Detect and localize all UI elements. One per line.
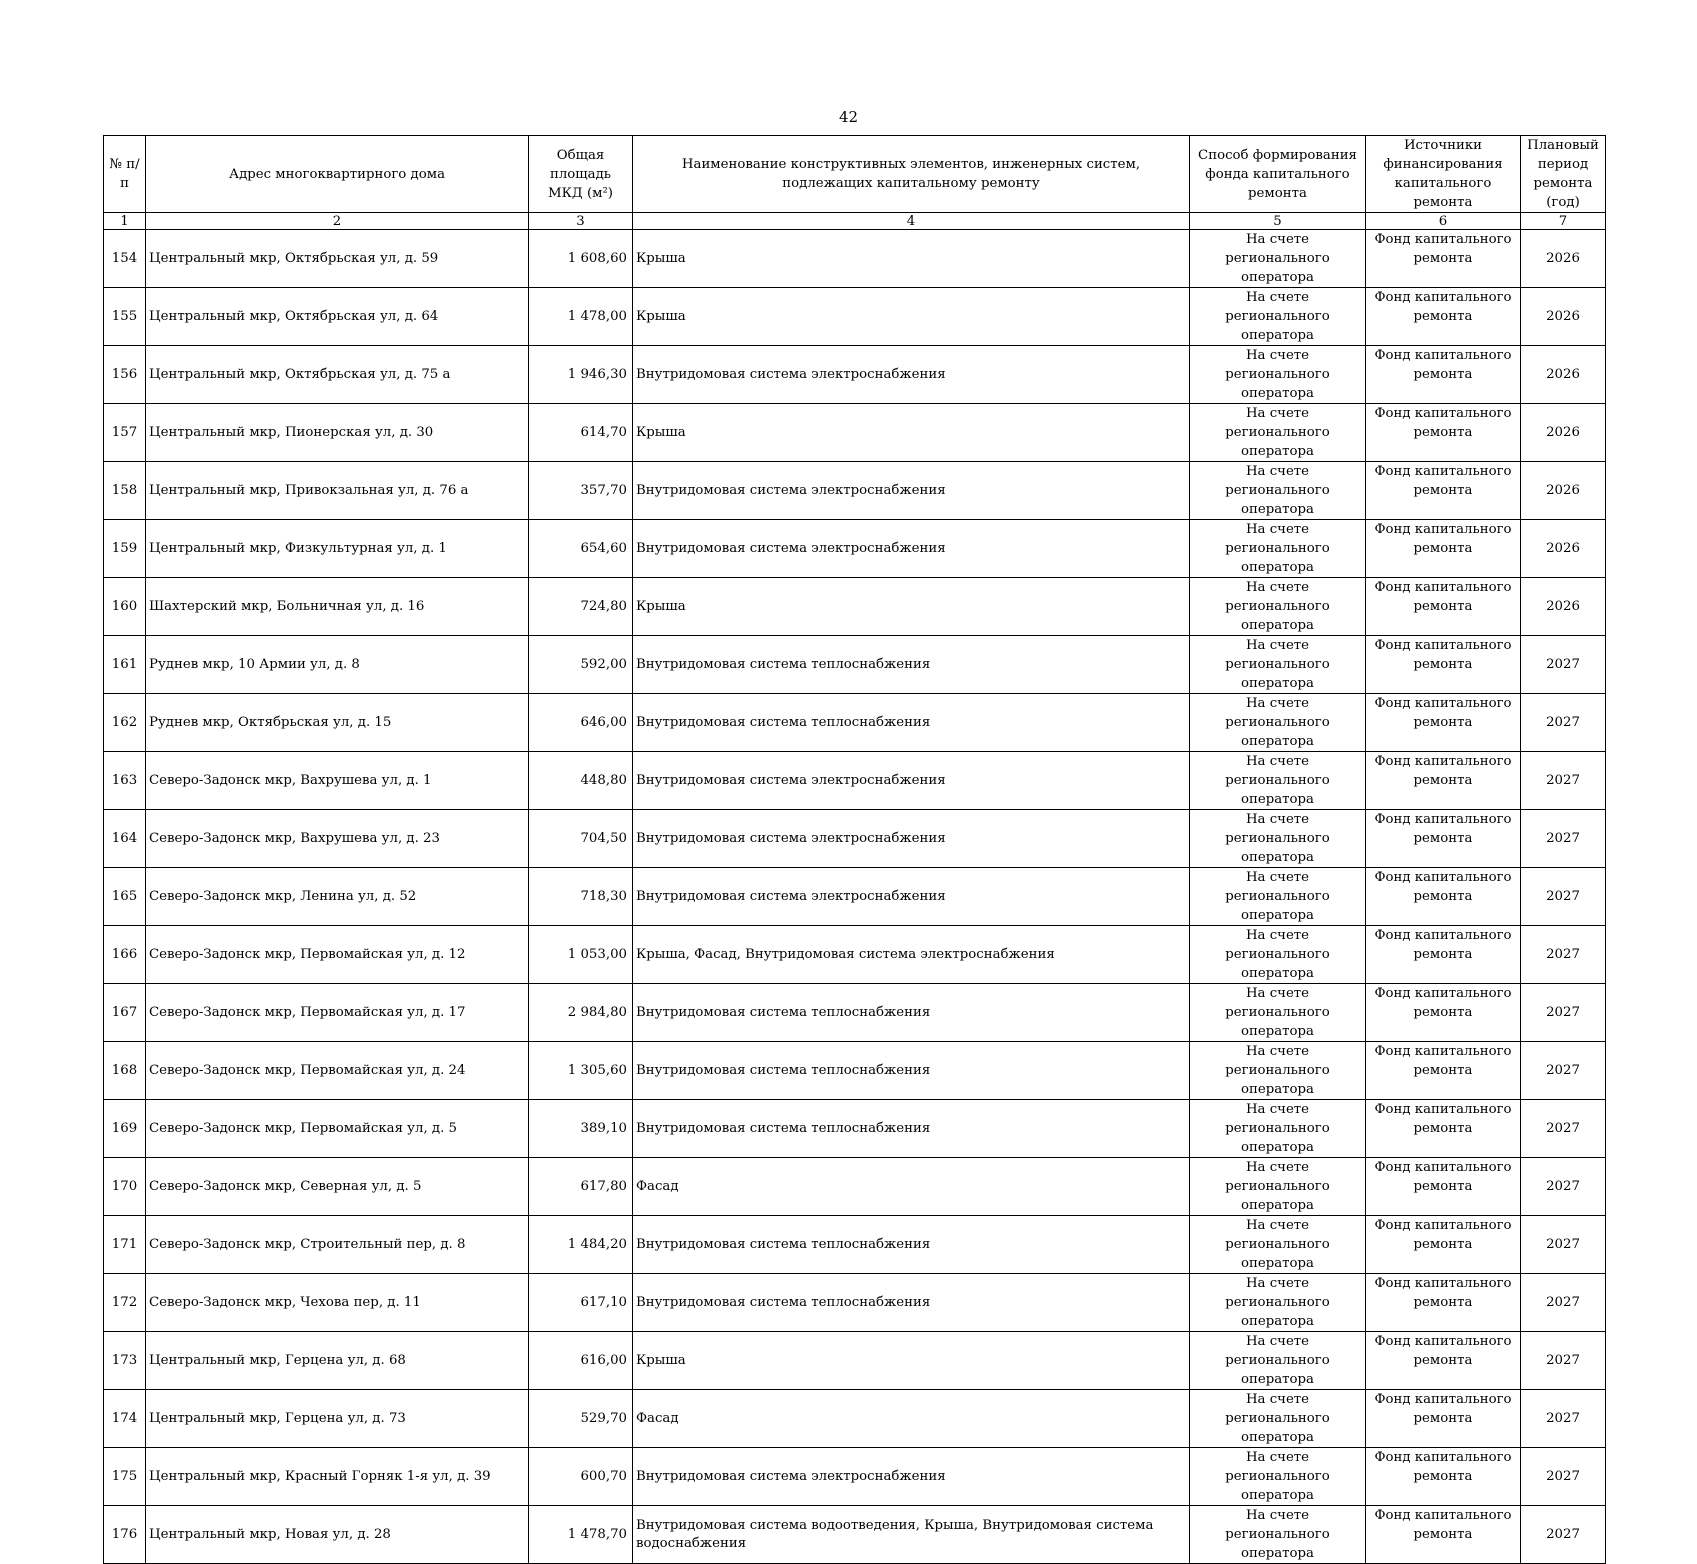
table-row bbox=[104, 810, 1606, 868]
fund-method-cell: На счете регионального оператора bbox=[1190, 694, 1366, 752]
repair-year-cell: 2027 bbox=[1521, 810, 1606, 868]
table-row bbox=[104, 1390, 1606, 1448]
column-number: 2 bbox=[146, 213, 529, 230]
area-cell: 718,30 bbox=[529, 868, 633, 926]
area-cell: 529,70 bbox=[529, 1390, 633, 1448]
area-cell: 448,80 bbox=[529, 752, 633, 810]
area-cell: 1 305,60 bbox=[529, 1042, 633, 1100]
elements-cell: Внутридомовая система электроснабжения bbox=[633, 346, 1190, 404]
table-row bbox=[104, 578, 1606, 636]
funding-source-cell: Фонд капитального ремонта bbox=[1366, 1158, 1521, 1216]
repair-year-cell: 2027 bbox=[1521, 694, 1606, 752]
repair-year-cell: 2026 bbox=[1521, 578, 1606, 636]
fund-method-cell: На счете регионального оператора bbox=[1190, 1390, 1366, 1448]
table-row bbox=[104, 868, 1606, 926]
repair-year-cell: 2027 bbox=[1521, 1332, 1606, 1390]
address-cell: Северо-Задонск мкр, Строительный пер, д. 8 bbox=[146, 1216, 529, 1274]
table-row bbox=[104, 984, 1606, 1042]
funding-source-cell: Фонд капитального ремонта bbox=[1366, 868, 1521, 926]
row-number-cell: 168 bbox=[104, 1042, 146, 1100]
fund-method-cell: На счете регионального оператора bbox=[1190, 1506, 1366, 1564]
address-cell: Руднев мкр, 10 Армии ул, д. 8 bbox=[146, 636, 529, 694]
row-number-cell: 169 bbox=[104, 1100, 146, 1158]
address-cell: Центральный мкр, Октябрьская ул, д. 64 bbox=[146, 288, 529, 346]
address-cell: Центральный мкр, Герцена ул, д. 73 bbox=[146, 1390, 529, 1448]
header-period: Плановый период ремонта (год) bbox=[1521, 136, 1606, 213]
address-cell: Северо-Задонск мкр, Вахрушева ул, д. 1 bbox=[146, 752, 529, 810]
fund-method-cell: На счете регионального оператора bbox=[1190, 984, 1366, 1042]
funding-source-cell: Фонд капитального ремонта bbox=[1366, 1506, 1521, 1564]
fund-method-cell: На счете регионального оператора bbox=[1190, 1158, 1366, 1216]
column-number: 3 bbox=[529, 213, 633, 230]
repair-year-cell: 2027 bbox=[1521, 926, 1606, 984]
address-cell: Северо-Задонск мкр, Чехова пер, д. 11 bbox=[146, 1274, 529, 1332]
repair-year-cell: 2027 bbox=[1521, 984, 1606, 1042]
fund-method-cell: На счете регионального оператора bbox=[1190, 1100, 1366, 1158]
fund-method-cell: На счете регионального оператора bbox=[1190, 868, 1366, 926]
repair-year-cell: 2027 bbox=[1521, 1506, 1606, 1564]
elements-cell: Внутридомовая система теплоснабжения bbox=[633, 1042, 1190, 1100]
row-number-cell: 158 bbox=[104, 462, 146, 520]
area-cell: 1 053,00 bbox=[529, 926, 633, 984]
address-cell: Центральный мкр, Привокзальная ул, д. 76 а bbox=[146, 462, 529, 520]
table-row bbox=[104, 1158, 1606, 1216]
area-cell: 646,00 bbox=[529, 694, 633, 752]
funding-source-cell: Фонд капитального ремонта bbox=[1366, 1274, 1521, 1332]
table-row bbox=[104, 288, 1606, 346]
funding-source-cell: Фонд капитального ремонта bbox=[1366, 1216, 1521, 1274]
row-number-cell: 174 bbox=[104, 1390, 146, 1448]
funding-source-cell: Фонд капитального ремонта bbox=[1366, 926, 1521, 984]
repair-year-cell: 2027 bbox=[1521, 1274, 1606, 1332]
funding-source-cell: Фонд капитального ремонта bbox=[1366, 288, 1521, 346]
row-number-cell: 160 bbox=[104, 578, 146, 636]
repair-year-cell: 2026 bbox=[1521, 462, 1606, 520]
fund-method-cell: На счете регионального оператора bbox=[1190, 810, 1366, 868]
column-number: 1 bbox=[104, 213, 146, 230]
repair-year-cell: 2027 bbox=[1521, 636, 1606, 694]
area-cell: 1 484,20 bbox=[529, 1216, 633, 1274]
table-row bbox=[104, 1274, 1606, 1332]
repair-year-cell: 2027 bbox=[1521, 1042, 1606, 1100]
column-number: 5 bbox=[1190, 213, 1366, 230]
fund-method-cell: На счете регионального оператора bbox=[1190, 752, 1366, 810]
area-cell: 724,80 bbox=[529, 578, 633, 636]
row-number-cell: 163 bbox=[104, 752, 146, 810]
table-row bbox=[104, 1100, 1606, 1158]
table-row bbox=[104, 1332, 1606, 1390]
row-number-cell: 172 bbox=[104, 1274, 146, 1332]
elements-cell: Фасад bbox=[633, 1390, 1190, 1448]
repair-year-cell: 2027 bbox=[1521, 1158, 1606, 1216]
repair-year-cell: 2026 bbox=[1521, 346, 1606, 404]
repair-year-cell: 2026 bbox=[1521, 520, 1606, 578]
fund-method-cell: На счете регионального оператора bbox=[1190, 520, 1366, 578]
row-number-cell: 171 bbox=[104, 1216, 146, 1274]
row-number-cell: 157 bbox=[104, 404, 146, 462]
table-row bbox=[104, 926, 1606, 984]
address-cell: Центральный мкр, Герцена ул, д. 68 bbox=[146, 1332, 529, 1390]
elements-cell: Крыша bbox=[633, 1332, 1190, 1390]
elements-cell: Фасад bbox=[633, 1158, 1190, 1216]
elements-cell: Внутридомовая система теплоснабжения bbox=[633, 1216, 1190, 1274]
funding-source-cell: Фонд капитального ремонта bbox=[1366, 1042, 1521, 1100]
header-address: Адрес многоквартирного дома bbox=[146, 136, 529, 213]
fund-method-cell: На счете регионального оператора bbox=[1190, 1332, 1366, 1390]
elements-cell: Крыша bbox=[633, 578, 1190, 636]
repair-year-cell: 2026 bbox=[1521, 288, 1606, 346]
repair-year-cell: 2027 bbox=[1521, 868, 1606, 926]
elements-cell: Внутридомовая система теплоснабжения bbox=[633, 694, 1190, 752]
repair-year-cell: 2027 bbox=[1521, 1390, 1606, 1448]
repair-year-cell: 2027 bbox=[1521, 752, 1606, 810]
header-num: № п/п bbox=[104, 136, 146, 213]
area-cell: 654,60 bbox=[529, 520, 633, 578]
fund-method-cell: На счете регионального оператора bbox=[1190, 462, 1366, 520]
row-number-cell: 154 bbox=[104, 230, 146, 288]
repair-year-cell: 2027 bbox=[1521, 1216, 1606, 1274]
fund-method-cell: На счете регионального оператора bbox=[1190, 578, 1366, 636]
repair-year-cell: 2026 bbox=[1521, 404, 1606, 462]
table-body bbox=[104, 230, 1606, 1564]
table-row bbox=[104, 520, 1606, 578]
address-cell: Центральный мкр, Пионерская ул, д. 30 bbox=[146, 404, 529, 462]
fund-method-cell: На счете регионального оператора bbox=[1190, 1274, 1366, 1332]
row-number-cell: 156 bbox=[104, 346, 146, 404]
elements-cell: Внутридомовая система электроснабжения bbox=[633, 752, 1190, 810]
area-cell: 616,00 bbox=[529, 1332, 633, 1390]
address-cell: Северо-Задонск мкр, Первомайская ул, д. 12 bbox=[146, 926, 529, 984]
fund-method-cell: На счете регионального оператора bbox=[1190, 346, 1366, 404]
fund-method-cell: На счете регионального оператора bbox=[1190, 1216, 1366, 1274]
elements-cell: Внутридомовая система электроснабжения bbox=[633, 810, 1190, 868]
row-number-cell: 159 bbox=[104, 520, 146, 578]
table-row bbox=[104, 1042, 1606, 1100]
table-row bbox=[104, 694, 1606, 752]
area-cell: 1 608,60 bbox=[529, 230, 633, 288]
table-row bbox=[104, 230, 1606, 288]
elements-cell: Крыша, Фасад, Внутридомовая система электроснабжения bbox=[633, 926, 1190, 984]
row-number-cell: 173 bbox=[104, 1332, 146, 1390]
address-cell: Центральный мкр, Октябрьская ул, д. 75 а bbox=[146, 346, 529, 404]
row-number-cell: 155 bbox=[104, 288, 146, 346]
funding-source-cell: Фонд капитального ремонта bbox=[1366, 230, 1521, 288]
funding-source-cell: Фонд капитального ремонта bbox=[1366, 578, 1521, 636]
column-number-row bbox=[104, 213, 1606, 230]
area-cell: 357,70 bbox=[529, 462, 633, 520]
area-cell: 704,50 bbox=[529, 810, 633, 868]
table-row bbox=[104, 346, 1606, 404]
funding-source-cell: Фонд капитального ремонта bbox=[1366, 462, 1521, 520]
funding-source-cell: Фонд капитального ремонта bbox=[1366, 636, 1521, 694]
address-cell: Северо-Задонск мкр, Северная ул, д. 5 bbox=[146, 1158, 529, 1216]
elements-cell: Внутридомовая система электроснабжения bbox=[633, 868, 1190, 926]
address-cell: Северо-Задонск мкр, Первомайская ул, д. 24 bbox=[146, 1042, 529, 1100]
fund-method-cell: На счете регионального оператора bbox=[1190, 1042, 1366, 1100]
header-fund-method: Способ формирования фонда капитального ремонта bbox=[1190, 136, 1366, 213]
row-number-cell: 164 bbox=[104, 810, 146, 868]
row-number-cell: 170 bbox=[104, 1158, 146, 1216]
funding-source-cell: Фонд капитального ремонта bbox=[1366, 810, 1521, 868]
header-elements: Наименование конструктивных элементов, инженерных систем, подлежащих капитальному ремонту bbox=[633, 136, 1190, 213]
header-row bbox=[104, 136, 1606, 213]
funding-source-cell: Фонд капитального ремонта bbox=[1366, 520, 1521, 578]
table-row bbox=[104, 404, 1606, 462]
table-row bbox=[104, 1448, 1606, 1506]
row-number-cell: 175 bbox=[104, 1448, 146, 1506]
elements-cell: Крыша bbox=[633, 230, 1190, 288]
column-number: 6 bbox=[1366, 213, 1521, 230]
area-cell: 1 478,00 bbox=[529, 288, 633, 346]
elements-cell: Внутридомовая система водоотведения, Крыша, Внутридомовая система водоснабжения bbox=[633, 1506, 1190, 1564]
column-number: 4 bbox=[633, 213, 1190, 230]
elements-cell: Внутридомовая система теплоснабжения bbox=[633, 1100, 1190, 1158]
elements-cell: Внутридомовая система электроснабжения bbox=[633, 520, 1190, 578]
capital-repair-table bbox=[103, 135, 1606, 1564]
fund-method-cell: На счете регионального оператора bbox=[1190, 1448, 1366, 1506]
row-number-cell: 165 bbox=[104, 868, 146, 926]
funding-source-cell: Фонд капитального ремонта bbox=[1366, 404, 1521, 462]
elements-cell: Крыша bbox=[633, 404, 1190, 462]
fund-method-cell: На счете регионального оператора bbox=[1190, 404, 1366, 462]
address-cell: Центральный мкр, Октябрьская ул, д. 59 bbox=[146, 230, 529, 288]
page-number: 42 bbox=[838, 108, 859, 126]
funding-source-cell: Фонд капитального ремонта bbox=[1366, 346, 1521, 404]
row-number-cell: 176 bbox=[104, 1506, 146, 1564]
area-cell: 1 478,70 bbox=[529, 1506, 633, 1564]
elements-cell: Внутридомовая система электроснабжения bbox=[633, 462, 1190, 520]
address-cell: Шахтерский мкр, Больничная ул, д. 16 bbox=[146, 578, 529, 636]
row-number-cell: 161 bbox=[104, 636, 146, 694]
funding-source-cell: Фонд капитального ремонта bbox=[1366, 1100, 1521, 1158]
address-cell: Центральный мкр, Новая ул, д. 28 bbox=[146, 1506, 529, 1564]
fund-method-cell: На счете регионального оператора bbox=[1190, 636, 1366, 694]
elements-cell: Внутридомовая система теплоснабжения bbox=[633, 1274, 1190, 1332]
row-number-cell: 166 bbox=[104, 926, 146, 984]
fund-method-cell: На счете регионального оператора bbox=[1190, 288, 1366, 346]
fund-method-cell: На счете регионального оператора bbox=[1190, 230, 1366, 288]
funding-source-cell: Фонд капитального ремонта bbox=[1366, 1390, 1521, 1448]
elements-cell: Внутридомовая система теплоснабжения bbox=[633, 984, 1190, 1042]
repair-year-cell: 2026 bbox=[1521, 230, 1606, 288]
area-cell: 1 946,30 bbox=[529, 346, 633, 404]
area-cell: 389,10 bbox=[529, 1100, 633, 1158]
address-cell: Центральный мкр, Физкультурная ул, д. 1 bbox=[146, 520, 529, 578]
area-cell: 2 984,80 bbox=[529, 984, 633, 1042]
area-cell: 617,80 bbox=[529, 1158, 633, 1216]
address-cell: Центральный мкр, Красный Горняк 1-я ул, д. 39 bbox=[146, 1448, 529, 1506]
area-cell: 617,10 bbox=[529, 1274, 633, 1332]
area-cell: 592,00 bbox=[529, 636, 633, 694]
table-row bbox=[104, 462, 1606, 520]
elements-cell: Крыша bbox=[633, 288, 1190, 346]
table-row bbox=[104, 1216, 1606, 1274]
header-sources: Источники финансирования капитального ремонта bbox=[1366, 136, 1521, 213]
funding-source-cell: Фонд капитального ремонта bbox=[1366, 1332, 1521, 1390]
column-number: 7 bbox=[1521, 213, 1606, 230]
repair-year-cell: 2027 bbox=[1521, 1448, 1606, 1506]
header-area: Общая площадь МКД (м²) bbox=[529, 136, 633, 213]
address-cell: Северо-Задонск мкр, Вахрушева ул, д. 23 bbox=[146, 810, 529, 868]
area-cell: 600,70 bbox=[529, 1448, 633, 1506]
row-number-cell: 162 bbox=[104, 694, 146, 752]
funding-source-cell: Фонд капитального ремонта bbox=[1366, 1448, 1521, 1506]
repair-year-cell: 2027 bbox=[1521, 1100, 1606, 1158]
funding-source-cell: Фонд капитального ремонта bbox=[1366, 752, 1521, 810]
funding-source-cell: Фонд капитального ремонта bbox=[1366, 984, 1521, 1042]
address-cell: Северо-Задонск мкр, Ленина ул, д. 52 bbox=[146, 868, 529, 926]
table-row bbox=[104, 636, 1606, 694]
row-number-cell: 167 bbox=[104, 984, 146, 1042]
funding-source-cell: Фонд капитального ремонта bbox=[1366, 694, 1521, 752]
address-cell: Северо-Задонск мкр, Первомайская ул, д. 5 bbox=[146, 1100, 529, 1158]
table-row bbox=[104, 1506, 1606, 1564]
address-cell: Руднев мкр, Октябрьская ул, д. 15 bbox=[146, 694, 529, 752]
area-cell: 614,70 bbox=[529, 404, 633, 462]
elements-cell: Внутридомовая система электроснабжения bbox=[633, 1448, 1190, 1506]
address-cell: Северо-Задонск мкр, Первомайская ул, д. 17 bbox=[146, 984, 529, 1042]
fund-method-cell: На счете регионального оператора bbox=[1190, 926, 1366, 984]
table-row bbox=[104, 752, 1606, 810]
elements-cell: Внутридомовая система теплоснабжения bbox=[633, 636, 1190, 694]
